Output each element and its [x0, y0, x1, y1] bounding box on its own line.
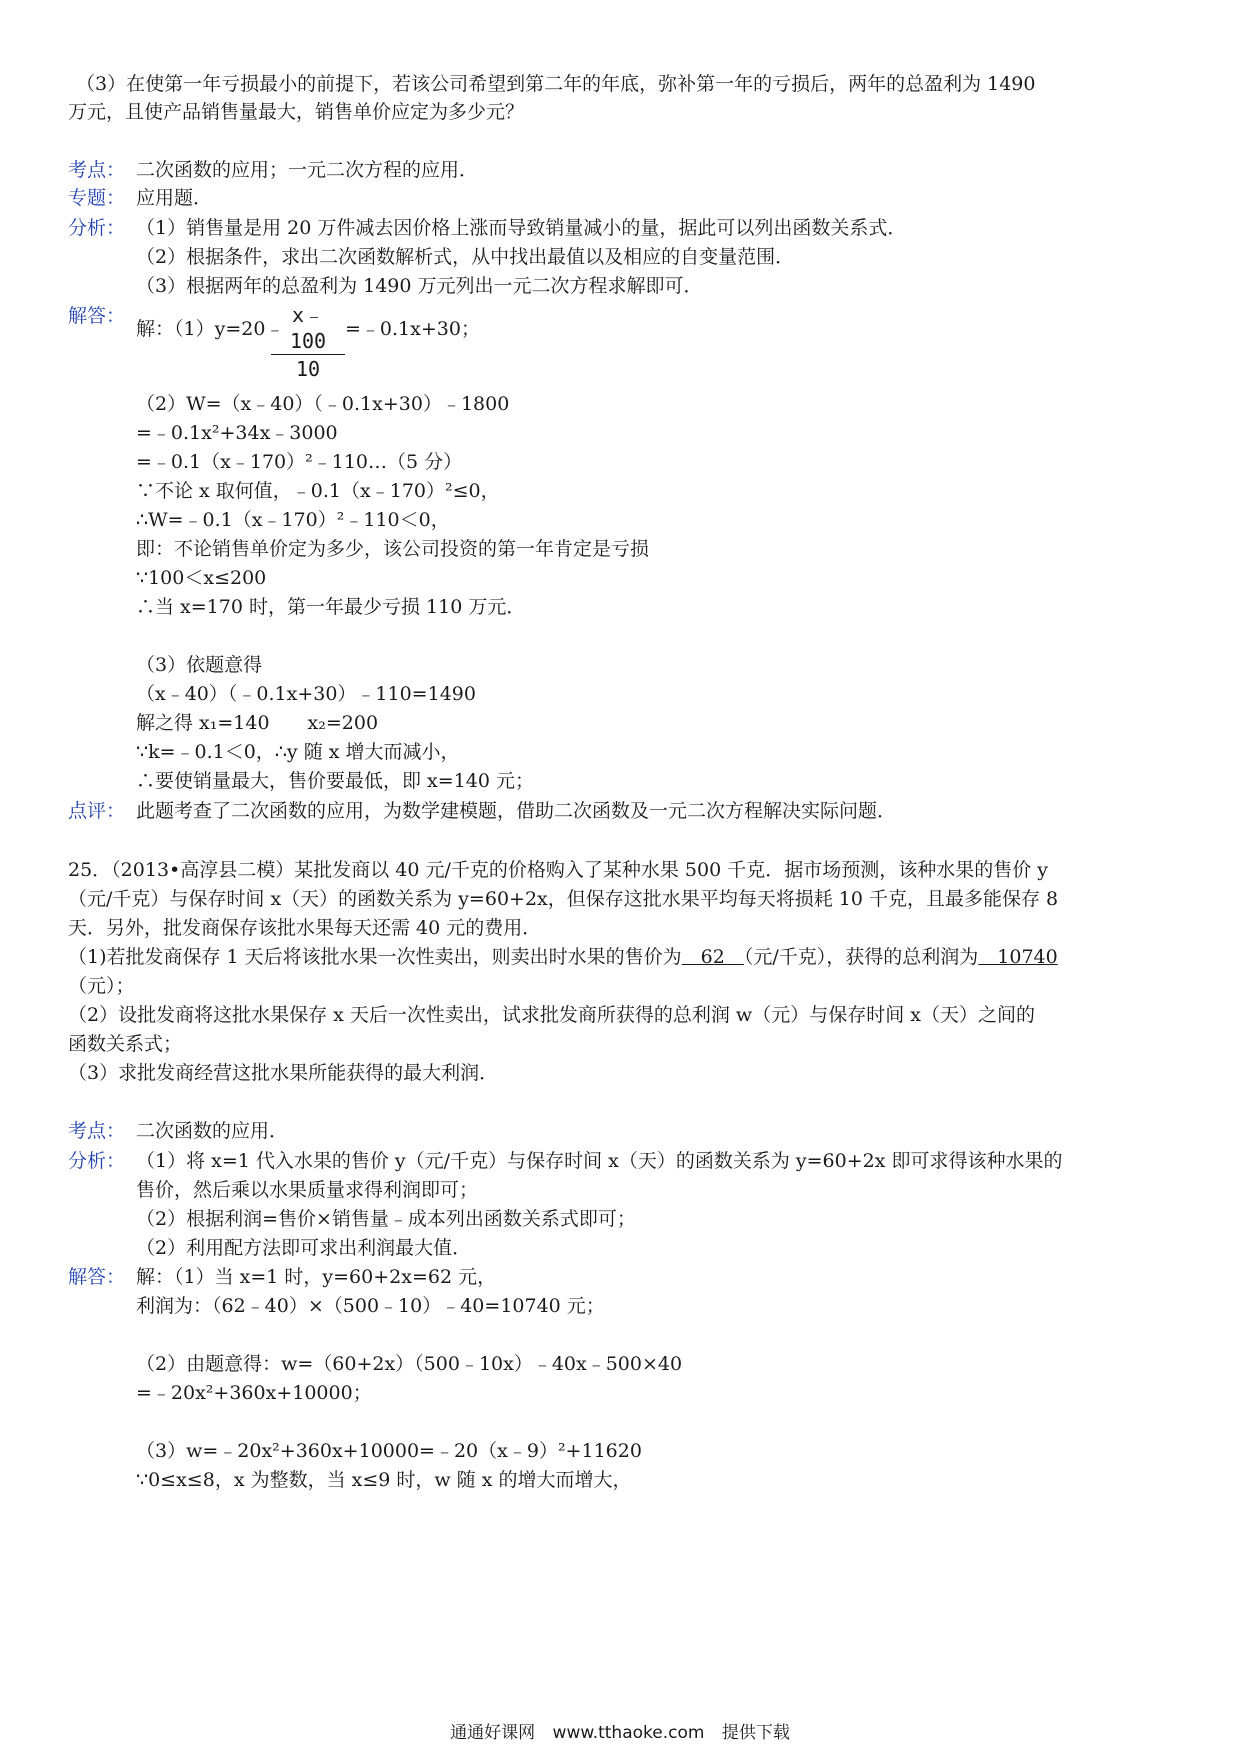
- part1-mid: （元/千克），获得的总利润为: [743, 946, 979, 968]
- solution-25-part3-line: ∵0≤x≤8，x 为整数，当 x≤9 时，w 随 x 的增大而增大，: [136, 1469, 632, 1491]
- question-25-part2-line1: （2）设批发商将这批水果保存 x 天后一次性卖出，试求批发商所获得的总利润 w（元）与保存时间 x（天）之间的: [68, 1004, 1035, 1026]
- fenxi-line: （2）根据条件，求出二次函数解析式，从中找出最值以及相应的自变量范围．: [136, 246, 795, 268]
- solution-part2-line: ∵100＜x≤200: [136, 567, 267, 589]
- solution-part2-line: ∴W=﹣0.1（x﹣170）²﹣110＜0，: [136, 509, 450, 531]
- dianping-label: 点评：: [68, 800, 126, 822]
- kaodian-label: 考点：: [68, 159, 126, 181]
- kaodian-text: 二次函数的应用；一元二次方程的应用．: [136, 159, 479, 181]
- solution-part2-line: （2）W=（x﹣40）（﹣0.1x+30）﹣1800: [136, 393, 510, 415]
- question-24-part3-line1: （3）在使第一年亏损最小的前提下，若该公司希望到第二年的年底，弥补第一年的亏损后，两年的总盈利为 1490: [76, 73, 1036, 95]
- zhuanti-text: 应用题．: [136, 187, 213, 209]
- kaodian-label: 考点：: [68, 1120, 126, 1142]
- fraction-denominator: 10: [295, 357, 321, 381]
- answer-blank-profit: 10740: [978, 946, 1058, 968]
- kaodian-text: 二次函数的应用．: [136, 1120, 289, 1142]
- fenxi-line: （3）根据两年的总盈利为 1490 万元列出一元二次方程求解即可．: [136, 275, 703, 297]
- solution-part1-suffix: =﹣0.1x+30；: [345, 318, 480, 340]
- jieda-label: 解答：: [68, 305, 126, 327]
- question-25-part2-line2: 函数关系式；: [68, 1033, 183, 1055]
- fenxi-label: 分析：: [68, 1150, 126, 1172]
- question-25-line: （元/千克）与保存时间 x（天）的函数关系为 y=60+2x，但保存这批水果平均每天将损耗 10 千克，且最多能保存 8: [68, 888, 1059, 910]
- jieda-label: 解答：: [68, 1266, 126, 1288]
- solution-25-part2-line: =﹣20x²+360x+10000；: [136, 1382, 372, 1404]
- fenxi-line: （1）将 x=1 代入水果的售价 y（元/千克）与保存时间 x（天）的函数关系为 y=60+2x 即可求得该种水果的: [136, 1150, 1063, 1172]
- fenxi-line: （2）利用配方法即可求出利润最大值．: [136, 1237, 472, 1259]
- question-24-part3-line2: 万元，且使产品销售量最大，销售单价应定为多少元？: [68, 101, 525, 123]
- solution-part1-prefix: 解：（1）y=20﹣: [136, 318, 285, 340]
- solution-part3-line: ∴要使销量最大，售价要最低，即 x=140 元；: [136, 770, 534, 792]
- solution-part3-line: 解之得 x₁=140 x₂=200: [136, 712, 379, 734]
- question-25-part1: [68, 945, 1058, 969]
- solution-part3-line: （x﹣40）（﹣0.1x+30）﹣110=1490: [136, 683, 476, 705]
- fenxi-label: 分析：: [68, 217, 126, 239]
- solution-part2-line: =﹣0.1x²+34x﹣3000: [136, 422, 338, 444]
- solution-25-part1-line: 解：（1）当 x=1 时，y=60+2x=62 元，: [136, 1266, 497, 1288]
- solution-part2-line: ∴当 x=170 时，第一年最少亏损 110 万元．: [136, 596, 526, 618]
- solution-part2-line: =﹣0.1（x﹣170）²﹣110…（5 分）: [136, 451, 463, 473]
- solution-part3-line: ∵k=﹣0.1＜0，∴y 随 x 增大而减小，: [136, 741, 460, 763]
- footer-note: 提供下载: [721, 1723, 790, 1743]
- solution-25-part3-line: （3）w=﹣20x²+360x+10000=﹣20（x﹣9）²+11620: [136, 1440, 642, 1462]
- page-footer: [0, 1718, 1240, 1743]
- answer-blank-price: 62: [681, 946, 744, 968]
- dianping-text: 此题考查了二次函数的应用，为数学建模题，借助二次函数及一元二次方程解决实际问题．: [136, 800, 897, 822]
- footer-url[interactable]: www.tthaoke.com: [552, 1723, 705, 1743]
- fraction: [271, 302, 345, 383]
- fenxi-line: （2）根据利润=售价×销售量﹣成本列出函数关系式即可；: [136, 1208, 636, 1230]
- question-25-part1-end: （元）；: [68, 975, 135, 997]
- solution-part2-line: ∵不论 x 取何值，﹣0.1（x﹣170）²≤0，: [136, 480, 500, 502]
- solution-part2-line: 即：不论销售单价定为多少，该公司投资的第一年肯定是亏损: [136, 538, 650, 560]
- question-25-line: 25．（2013•高淳县二模）某批发商以 40 元/千克的价格购入了某种水果 500 千克．据市场预测，该种水果的售价 y: [68, 859, 1049, 881]
- fraction-numerator: x﹣100: [271, 302, 345, 355]
- solution-25-part2-line: （2）由题意得：w=（60+2x）（500﹣10x）﹣40x﹣500×40: [136, 1353, 683, 1375]
- fenxi-line: 售价，然后乘以水果质量求得利润即可；: [136, 1179, 479, 1201]
- solution-part3-line: （3）依题意得: [136, 654, 263, 676]
- footer-site-name: 通通好课网: [450, 1723, 536, 1743]
- question-25-part3: （3）求批发商经营这批水果所能获得的最大利润．: [68, 1062, 499, 1084]
- solution-25-part1-line: 利润为：（62﹣40）×（500﹣10）﹣40=10740 元；: [136, 1295, 605, 1317]
- fenxi-line: （1）销售量是用 20 万件减去因价格上涨而导致销量减小的量，据此可以列出函数关系式．: [136, 217, 907, 239]
- part1-prefix: （1)若批发商保存 1 天后将该批水果一次性卖出，则卖出时水果的售价为: [68, 946, 682, 968]
- question-25-line: 天．另外，批发商保存该批水果每天还需 40 元的费用．: [68, 917, 542, 939]
- zhuanti-label: 专题：: [68, 187, 126, 209]
